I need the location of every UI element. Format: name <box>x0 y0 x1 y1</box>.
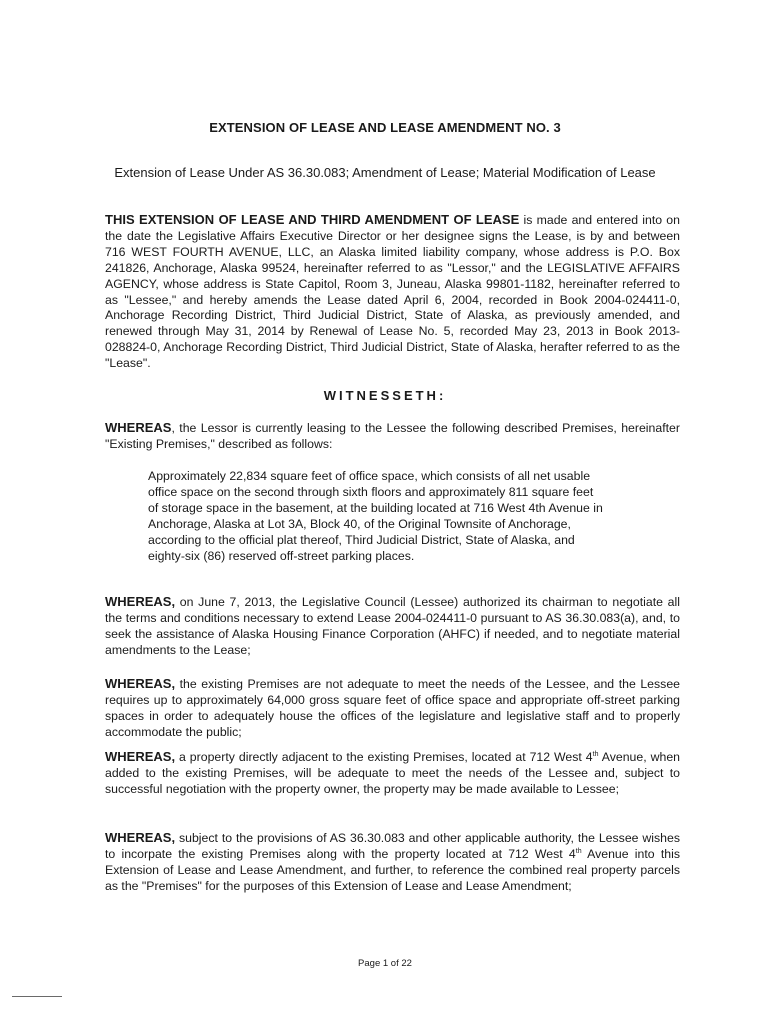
whereas-paragraph-5 <box>105 830 680 895</box>
whereas-paragraph-2 <box>105 594 680 659</box>
whereas-text-a: subject to the provisions of AS 36.30.083 and other applicable authority, the Lessee wishes to incorpate the existing Premises along with the property located at 712 West 4 <box>105 831 680 861</box>
whereas-text-b: Avenue, when added to the existing Premises, will be adequate to meet the needs of the Lessee and, subject to successful negotiation with the property owner, the property may be made available to Lessee; <box>105 750 680 796</box>
whereas-text: on June 7, 2013, the Legislative Council (Lessee) authorized its chairman to negotiate all the terms and conditions necessary to extend Lease 2004-024411-0 pursuant to AS 36.30.083(a), and, to seek the assistance of Alaska Housing Finance Corporation (AHFC) if needed, and to negotiate material amendments to the Lease; <box>105 595 680 657</box>
whereas-text: the existing Premises are not adequate to meet the needs of the Lessee, and the Lessee requires up to approximately 64,000 gross square feet of office space and appropriate off-street parking spaces in order to adequately house the offices of the legislature and legislative staff and to properly accommodate the public; <box>105 677 680 739</box>
premises-description: Approximately 22,834 square feet of office space, which consists of all net usable office space on the second through sixth floors and approximately 811 square feet of storage space in the basement, at the building located at 716 West 4th Avenue in Anchorage, Alaska at Lot 3A, Block 40, of the Original Townsite of Anchorage, according to the official plat thereof, Third Judicial District, State of Alaska, and eighty-six (86) reserved off-street parking places. <box>148 469 603 563</box>
page-number: Page 1 of 22 <box>358 958 412 969</box>
whereas-lead: WHEREAS <box>105 420 172 435</box>
whereas-paragraph-4 <box>105 749 680 798</box>
whereas-text-a: a property directly adjacent to the existing Premises, located at 712 West 4 <box>175 750 593 764</box>
whereas-lead: WHEREAS, <box>105 594 176 609</box>
whereas-lead: WHEREAS, <box>105 676 176 691</box>
intro-text: is made and entered into on the date the Legislative Affairs Executive Director or her designee signs the Lease, is by and between 716 WEST FOURTH AVENUE, LLC, an Alaska limited liability company, whose address is P.O. Box 241826, Anchorage, Alaska 99524, hereinafter referred to as "Lessor," and the LEGISLATIVE AFFAIRS AGENCY, whose address is State Capitol, Room 3, Juneau, Alaska 99801-1182, hereinafter referred to as "Lessee," and hereby amends the Lease dated April 6, 2004, recorded in Book 2004-024411-0, Anchorage Recording District, Third Judicial District, State of Alaska, as previously amended, and renewed through May 31, 2014 by Renewal of Lease No. 5, recorded May 23, 2013 in Book 2013-028824-0, Anchorage Recording District, Third Judicial District, State of Alaska, herafter referred to as the "Lease". <box>105 213 680 371</box>
whereas-lead: WHEREAS, <box>105 749 176 764</box>
ordinal-suffix: th <box>575 847 582 855</box>
witnesseth-heading: WITNESSETH: <box>323 388 447 403</box>
whereas-text-b: Avenue into this Extension of Lease and Lease Amendment, and further, to reference the combined real property parcels as the "Premises" for the purposes of this Extension of Lease and Lease Amendment; <box>105 846 680 893</box>
whereas-lead: WHEREAS, <box>105 830 176 845</box>
whereas-paragraph-1 <box>105 420 680 453</box>
intro-lead: THIS EXTENSION OF LEASE AND THIRD AMENDMENT OF LEASE <box>105 212 520 227</box>
whereas-text: , the Lessor is currently leasing to the Lessee the following described Premises, hereinafter "Existing Premises," described as follows: <box>105 421 680 451</box>
whereas-paragraph-3 <box>105 676 680 741</box>
intro-paragraph <box>105 212 680 372</box>
ordinal-suffix: th <box>592 750 599 758</box>
scan-artifact-line <box>12 996 62 997</box>
document-subtitle: Extension of Lease Under AS 36.30.083; Amendment of Lease; Material Modification of Lease <box>114 165 656 180</box>
document-title: EXTENSION OF LEASE AND LEASE AMENDMENT NO. 3 <box>209 120 561 135</box>
